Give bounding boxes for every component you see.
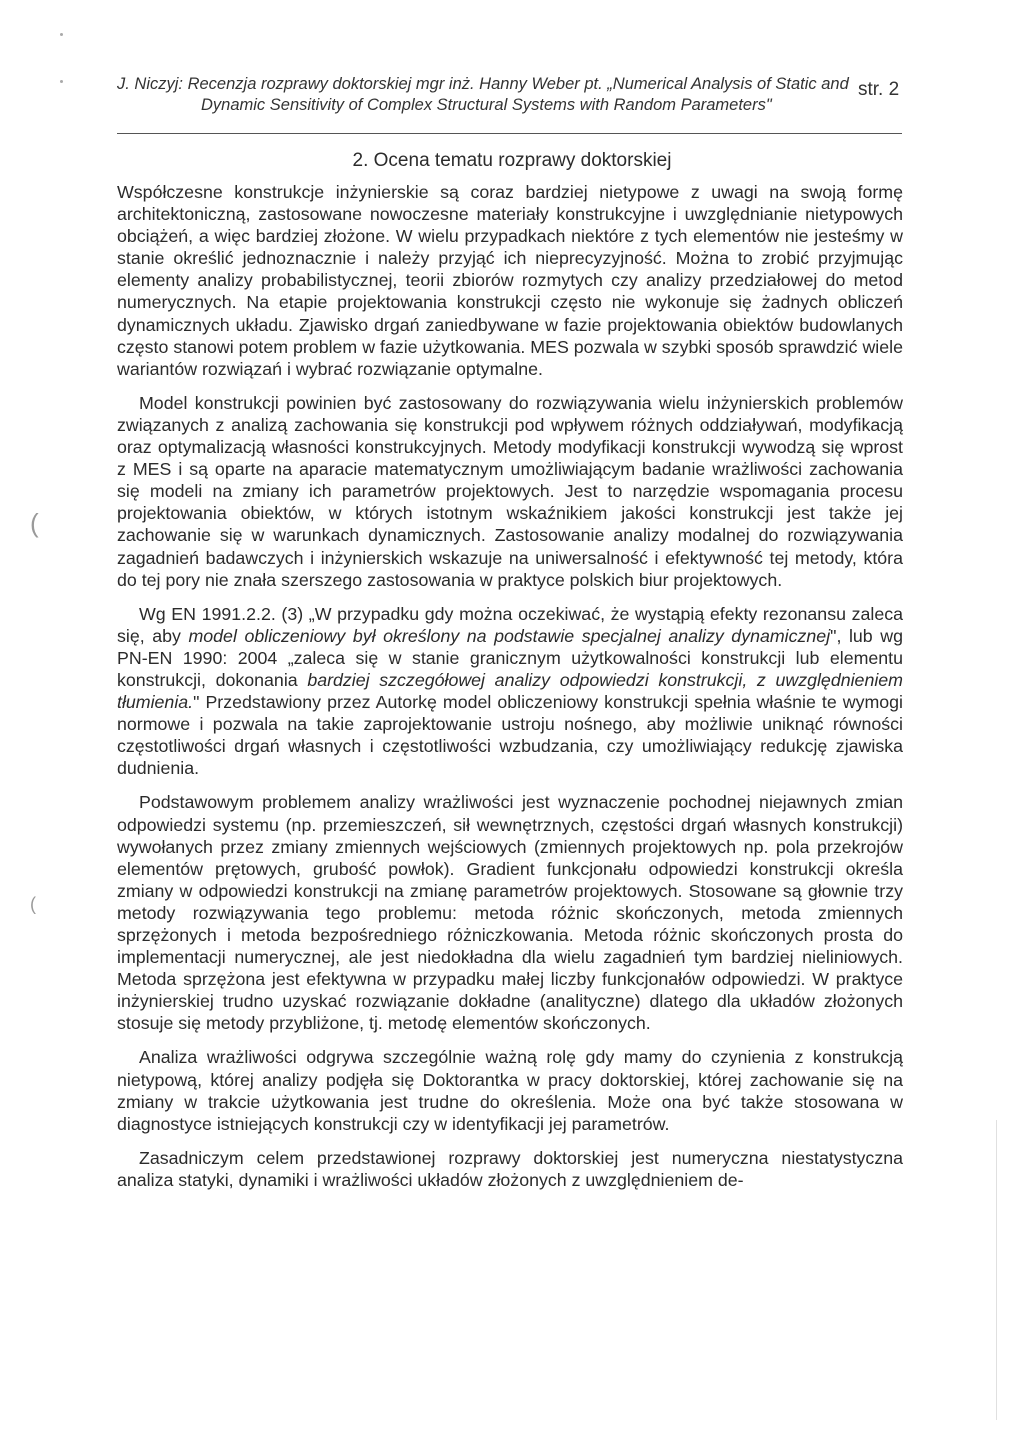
section-title: 2. Ocena tematu rozprawy doktorskiej [352,150,672,171]
scan-speck [60,80,63,83]
header-line-2: Dynamic Sensitivity of Complex Structural Systems with Random Parameters" [201,96,772,114]
punch-hole-mark-lower: ( [30,894,36,914]
paragraph-1: Współczesne konstrukcje inżynierskie są coraz bardziej nietypowe z uwagi na swoją formę architektoniczną, zastosowane nowoczesne materiały konstrukcyjne i uwzględnianie nietypowych obciążeń, a więc bardziej złożone. W wielu przypadkach niektóre z tych elementów nie jesteśmy w stanie określić jednoznacznie i należy przyjąć ich nieprecyzyjność. Można to zrobić przyjmując elementy analizy probabilistycznej, teorii zbiorów rozmytych czy analizy przedziałowej do metod numerycznych. Na etapie projektowania konstrukcji często nie wykonuje się żadnych obliczeń dynamicznych układu. Zjawisko drgań zaniedbywane w fazie projektowania obiektów budowlanych często stanowi potem problem w fazie użytkowania. MES pozwala w szybki sposób sprawdzić wiele wariantów rozwiązań i wybrać rozwiązanie optymalne. [117,182,903,379]
document-body [117,181,903,1191]
header-divider [117,133,902,134]
paragraph-4: Podstawowym problemem analizy wrażliwości jest wyznaczenie pochodnej niejawnych zmian odpowiedzi systemu (np. przemieszczeń, sił wewnętrznych, częstości drgań własnych konstrukcji) wywołanych przez zmiany zmiennych wejściowych (zmiennych projektowych np. pola przekrojów elementów prętowych, grubość powłok). Gradient funkcjonału odpowiedzi konstrukcji określa zmiany w odpowiedzi konstrukcji na zmianę parametrów projektowych. Stosowane są głownie trzy metody rozwiązywania tego problemu: metoda różnic skończonych, metoda zmiennych sprzężonych i metoda bezpośredniego różniczkowania. Metoda różnic skończonych prosta do implementacji numerycznej, ale jest niedokładna dla wielu zagadnień tym bardziej nieliniowych. Metoda sprzężona jest efektywna w przypadku małej liczby funkcjonałów odpowiedzi. W praktyce inżynierskiej trudno uzyskać rozwiązanie dokładne (analityczne) dlatego dla układów złożonych stosuje się metody przybliżone, tj. metodę elementów skończonych. [117,792,903,1034]
paragraph-3-quote-1: model obliczeniowy był określony na podstawie specjalnej analizy dynamicznej [188,625,831,646]
page-number: str. 2 [858,79,900,100]
paragraph-3-part-a: Wg EN 1991.2.2. (3) „W przypadku gdy można oczekiwać, że wystąpią efekty rezonansu zaleca się, aby [117,603,903,646]
scan-edge-line [996,1120,997,1420]
running-header [117,74,907,116]
paragraph-3-part-c: ", lub wg PN-EN 1990: 2004 „zaleca się w stanie granicznym użytkowalności konstrukcji lub elementu konstrukcji, dokonania [117,625,903,690]
punch-hole-mark-upper: ( [30,508,39,538]
paragraph-6: Zasadniczym celem przedstawionej rozprawy doktorskiej jest numeryczna niestatystyczna analiza statyki, dynamiki i wrażliwości układów złożonych z uwzględnieniem de- [117,1147,903,1190]
paragraph-3 [117,603,903,780]
header-line-1: J. Niczyj: Recenzja rozprawy doktorskiej mgr inż. Hanny Weber pt. „Numerical Analysis of Static and [117,75,849,93]
paragraph-2: Model konstrukcji powinien być zastosowany do rozwiązywania wielu inżynierskich problemów związanych z analizą zachowania się konstrukcji pod wpływem różnych oddziaływań, modyfikacją oraz optymalizacją własności konstrukcyjnych. Metody modyfikacji konstrukcji wywodzą się wprost z MES i są oparte na aparacie matematycznym umożliwiającym badanie wrażliwości zachowania się modeli na zmiany ich parametrów projektowych. Jest to narzędzie wspomagania procesu projektowania obiektów, w których istotnym wskaźnikiem jakości konstrukcji jest także jej zachowanie się w warunkach dynamicznych. Zastosowanie analizy modalnej do rozwiązywania zagadnień badawczych i inżynierskich wskazuje na uniwersalność i efektywność tej metody, która do tej pory nie znała szerszego zastosowania w praktyce polskich biur projektowych. [117,392,903,590]
paragraph-5: Analiza wrażliwości odgrywa szczególnie ważną rolę gdy mamy do czynienia z konstrukcją nietypową, której analizy podjęła się Doktorantka w pracy doktorskiej, której zachowanie się na zmiany w trakcie użytkowania jest trudne do określenia. Może ona być także stosowana w diagnostyce istniejących konstrukcji czy w identyfikacji jej parametrów. [117,1047,903,1134]
scan-speck [60,33,63,36]
paragraph-3-part-e: " Przedstawiony przez Autorkę model obliczeniowy konstrukcji spełnia właśnie te wymogi normowe i pozwala na takie zaprojektowanie ustroju nośnego, aby możliwie uniknąć równości częstotliwości drgań własnych i częstotliwości wzbudzania, czy umożliwiający redukcję zjawiska dudnienia. [117,692,903,779]
paragraph-3-quote-2: bardziej szczegółowej analizy odpowiedzi konstrukcji, z uwzględnieniem tłumienia. [117,669,903,713]
